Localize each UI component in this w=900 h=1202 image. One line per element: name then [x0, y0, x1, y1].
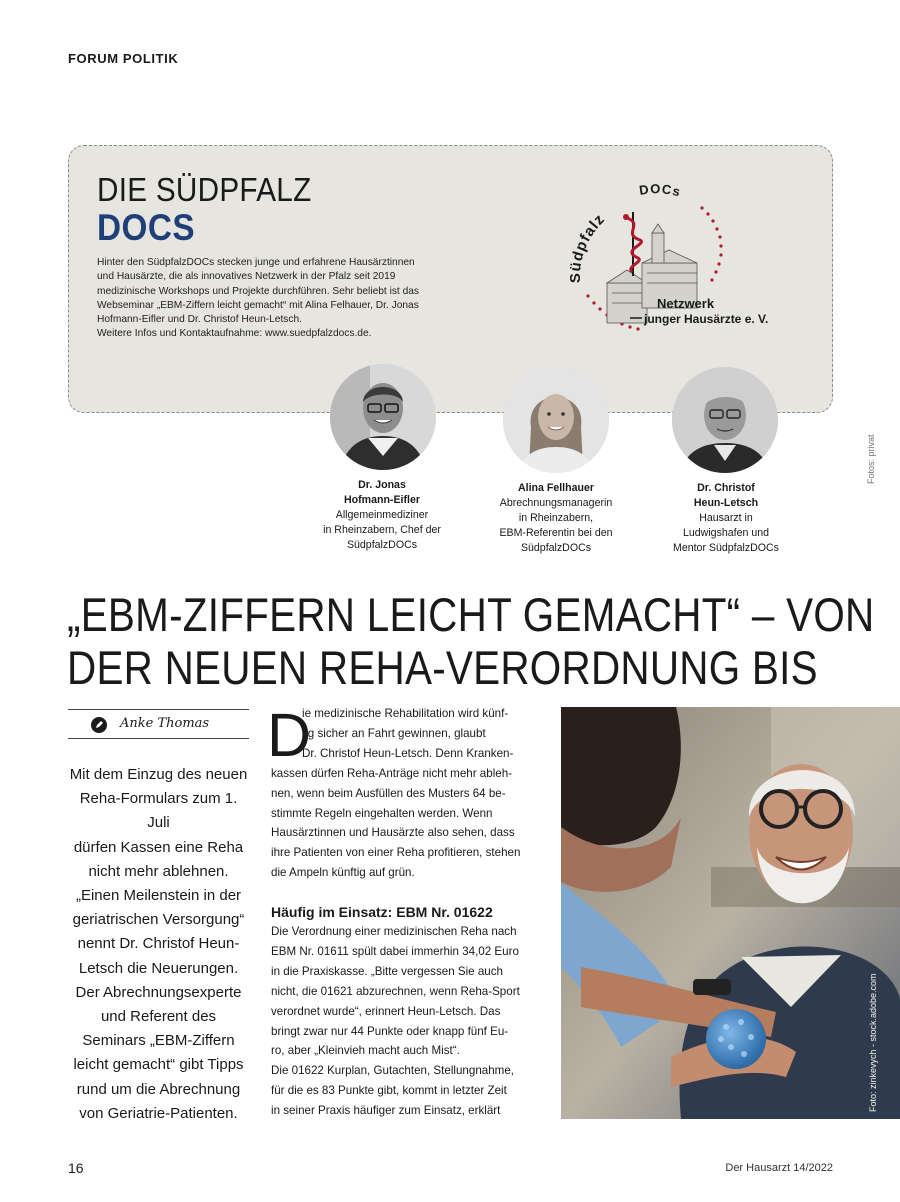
- person-name-line: Heun-Letsch: [693, 497, 759, 509]
- person-desc-line: Abrechnungsmanagerin: [499, 497, 613, 509]
- box-text-line: Hinter den SüdpfalzDOCs stecken junge und erfahrene Hausärztinnen: [97, 257, 415, 268]
- body-line: kassen dürfen Reha-Anträge nicht mehr ableh-: [271, 766, 513, 780]
- logo-line-2: junger Hausärzte e. V.: [644, 312, 769, 326]
- body-line: Die 01622 Kurplan, Gutachten, Stellungnahme,: [271, 1064, 514, 1078]
- box-text-line: Hofmann-Eifler und Dr. Christof Heun-Letsch.: [97, 314, 302, 326]
- teaser-line: Letsch die Neuerungen.: [78, 959, 239, 977]
- person-desc-line: SüdpfalzDOCs: [520, 542, 592, 554]
- person-desc-line: Mentor SüdpfalzDOCs: [673, 542, 779, 554]
- person-name-line: Dr. Christof: [697, 482, 755, 494]
- portrait-jonas-hofmann-eifler: [330, 364, 436, 470]
- box-subtitle: DOCS: [97, 207, 196, 248]
- svg-text:DOCs: [638, 181, 683, 199]
- teaser-line: „Einen Meilenstein in der: [75, 887, 242, 905]
- logo-arc-left: Südpfalz: [566, 210, 609, 284]
- portrait-alina-fellhauer: [503, 367, 609, 473]
- body-line: Dr. Christof Heun-Letsch. Denn Kranken-: [302, 746, 514, 760]
- person-desc-line: in Rheinzabern,: [518, 512, 594, 524]
- section-label: FORUM POLITIK: [68, 51, 179, 66]
- suedpfalzdocs-logo: [552, 178, 787, 343]
- teaser-line: dürfen Kassen eine Reha: [73, 838, 244, 856]
- logo-line-1: Netzwerk: [657, 296, 715, 311]
- teaser: [68, 763, 249, 1126]
- body-line: EBM Nr. 01611 spült dabei immerhin 34,02 Euro: [271, 944, 519, 958]
- body-line: nen, wenn beim Ausfüllen des Musters 64 be-: [271, 786, 506, 800]
- author-name: Anke Thomas: [120, 716, 210, 731]
- drop-cap: D: [267, 701, 312, 769]
- body-line: ihre Patienten von einer Reha profitieren, stehen: [271, 846, 521, 860]
- svg-text:Südpfalz: [567, 210, 609, 283]
- author-bar: [68, 709, 249, 739]
- body-line: in seiner Praxis häufiger zum Einsatz, erklärt: [271, 1104, 501, 1118]
- person-desc-line: Hausarzt in: [699, 512, 753, 524]
- photo-credit-portraits: Fotos: privat: [866, 434, 876, 484]
- person-desc-line: Ludwigshafen und: [683, 527, 769, 539]
- article-headline: [67, 588, 875, 694]
- person-name-line: Dr. Jonas: [358, 479, 406, 491]
- article-photo: [561, 707, 900, 1119]
- teaser-line: nicht mehr ablehnen.: [88, 862, 229, 880]
- teaser-line: Seminars „EBM-Ziffern: [82, 1032, 235, 1050]
- asclepius-staff-icon: [623, 212, 641, 276]
- body-line: ie medizinische Rehabilitation wird künf-: [302, 707, 509, 720]
- body-paragraph-1: [271, 704, 541, 883]
- portrait-christof-heun-letsch: [672, 367, 778, 473]
- person-desc-line: in Rheinzabern, Chef der: [323, 524, 441, 536]
- teaser-line: Mit dem Einzug des neuen: [69, 766, 248, 783]
- box-text-line: Weitere Infos und Kontaktaufnahme: www.suedpfalzdocs.de.: [97, 328, 372, 340]
- teaser-line: von Geriatrie-Patienten.: [79, 1104, 238, 1122]
- teaser-line: Der Abrechnungsexperte: [75, 983, 242, 1001]
- body-line: nicht, die 01621 abzurechnen, wenn Reha-Sport: [271, 984, 520, 998]
- box-text-line: medizinische Workshops und Projekte durchführen. Sehr beliebt ist das: [97, 285, 420, 297]
- teaser-line: rund um die Abrechnung: [76, 1080, 241, 1098]
- body-line: in die Praxiskasse. „Bitte vergessen Sie auch: [271, 964, 503, 978]
- body-line: Hausärztinnen und Hausärzte also sehen, dass: [271, 826, 515, 840]
- person-name-line: Alina Fellhauer: [518, 482, 594, 494]
- photo-credit-article: Foto: zinkevych - stock.adobe.com: [868, 973, 878, 1112]
- teaser-line: nennt Dr. Christof Heun-: [77, 935, 240, 953]
- caption-christof-heun-letsch: [650, 481, 802, 556]
- logo-arc-right: DOCs: [638, 181, 683, 200]
- body-line: stimmte Regeln eingehalten werden. Wenn: [271, 806, 493, 820]
- box-description: [97, 256, 457, 342]
- headline-line: DER NEUEN REHA-VERORDNUNG BIS: [67, 641, 818, 694]
- pen-icon: [91, 717, 107, 733]
- page-number: 16: [68, 1160, 84, 1176]
- caption-jonas-hofmann-eifler: [307, 478, 457, 553]
- box-text-line: Webseminar „EBM-Ziffern leicht gemacht“ mit Alina Felhauer, Dr. Jonas: [97, 299, 419, 311]
- teaser-line: leicht gemacht“ gibt Tipps: [73, 1056, 244, 1074]
- body-line: ro, aber „Kleinvieh macht auch Mist“.: [271, 1044, 460, 1058]
- caption-alina-fellhauer: [480, 481, 632, 556]
- person-desc-line: SüdpfalzDOCs: [346, 539, 418, 551]
- body-line: Die Verordnung einer medizinischen Reha nach: [271, 925, 517, 938]
- person-name-line: Hofmann-Eifler: [344, 494, 420, 506]
- body-line: die Ampeln künftig auf grün.: [271, 866, 415, 880]
- box-text-line: und Hausärzte, die als innovatives Netzwerk in der Pfalz seit 2019: [97, 271, 396, 283]
- body-paragraph-2: [271, 922, 541, 1121]
- person-desc-line: Allgemeinmediziner: [335, 509, 429, 521]
- person-desc-line: EBM-Referentin bei den: [499, 527, 613, 539]
- teaser-line: geriatrischen Versorgung“: [72, 911, 245, 929]
- teaser-line: Reha-Formulars zum 1. Juli: [79, 790, 238, 832]
- body-line: verordnet wurde“, erinnert Heun-Letsch. Das: [271, 1004, 501, 1018]
- headline-line: „EBM-ZIFFERN LEICHT GEMACHT“ – VON: [67, 588, 875, 641]
- box-title: DIE SÜDPFALZ: [97, 171, 312, 208]
- body-line: für die es 83 Punkte gibt, kommt in letzter Zeit: [271, 1084, 507, 1098]
- magazine-issue: Der Hausarzt 14/2022: [725, 1162, 833, 1174]
- body-line: tig sicher an Fahrt gewinnen, glaubt: [302, 726, 486, 740]
- teaser-line: und Referent des: [100, 1008, 217, 1026]
- body-subhead: Häufig im Einsatz: EBM Nr. 01622: [271, 904, 493, 920]
- body-line: bringt zwar nur 44 Punkte oder knapp fünf Eu-: [271, 1024, 509, 1038]
